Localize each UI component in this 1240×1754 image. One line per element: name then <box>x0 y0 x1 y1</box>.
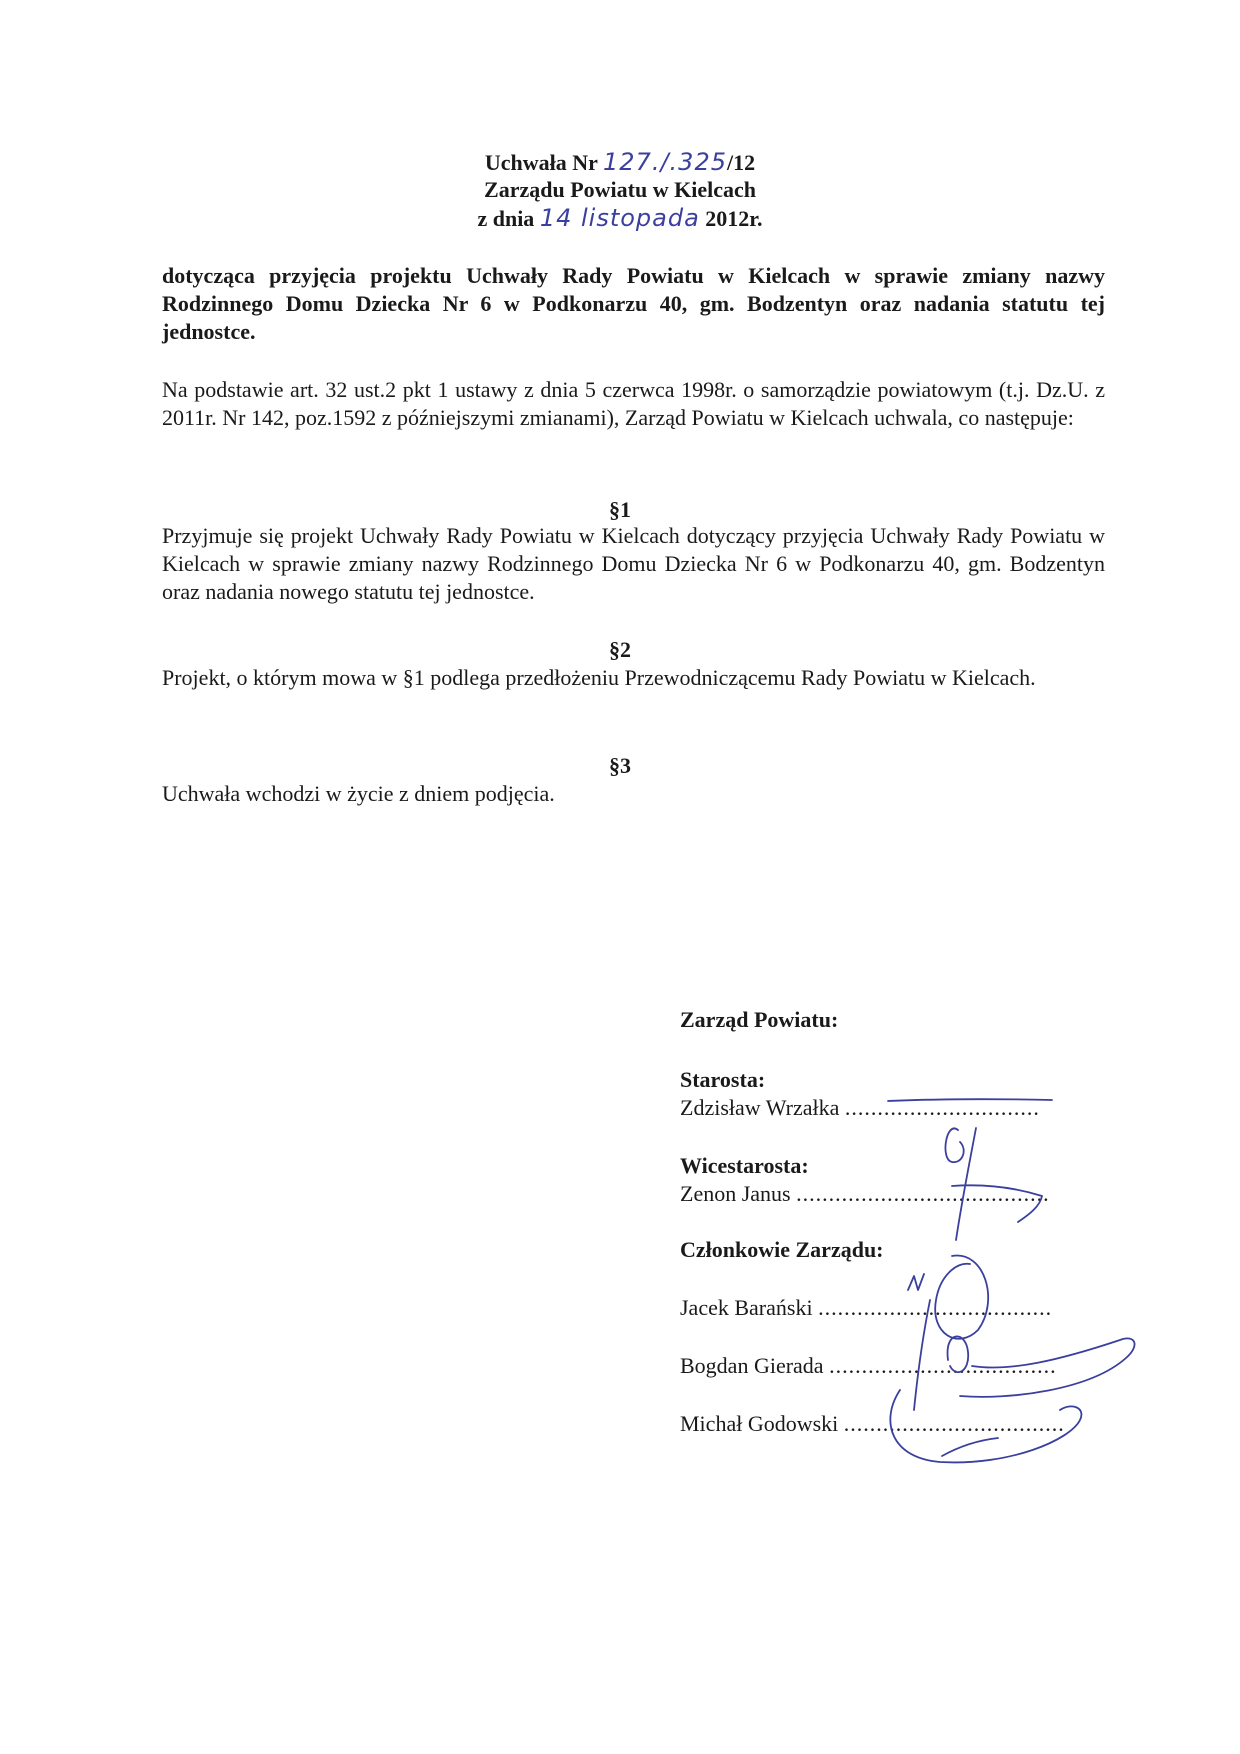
issuer-line: Zarządu Powiatu w Kielcach <box>484 177 756 202</box>
legal-basis: Na podstawie art. 32 ust.2 pkt 1 ustawy z dnia 5 czerwca 1998r. o samorządzie powiatowym (t.j. Dz.U. z 2011r. Nr 142, poz.1592 z późniejszymi zmianami), Zarząd Powiatu w Kielcach uchwala, co następuje: <box>162 377 1105 430</box>
board-title: Zarząd Powiatu: <box>680 1007 839 1032</box>
wicestarosta-label: Wicestarosta: <box>680 1153 809 1178</box>
member-line-3 <box>680 1410 1065 1438</box>
member-line-2 <box>680 1352 1057 1380</box>
section-1-mark: §1 <box>609 497 631 522</box>
section-2-text: Projekt, o którym mowa w §1 podlega przedłożeniu Przewodniczącemu Rady Powiatu w Kielcach. <box>162 665 1036 690</box>
member-name-3: Michał Godowski <box>680 1411 839 1436</box>
starosta-dots: .............................. <box>844 1095 1040 1120</box>
starosta-signature-line <box>680 1094 1040 1122</box>
resolution-number-line <box>0 148 1240 177</box>
section-1-text: Przyjmuje się projekt Uchwały Rady Powiatu w Kielcach dotyczący przyjęcia Uchwały Rady Powiatu w Kielcach w sprawie zmiany nazwy Rodzinnego Domu Dziecka Nr 6 w Podkonarzu 40, gm. Bodzentyn oraz nadania nowego statutu tej jednostce. <box>162 523 1105 604</box>
starosta-name: Zdzisław Wrzałka <box>680 1095 840 1120</box>
member-dots-3: .................................. <box>843 1411 1065 1436</box>
member-name-2: Bogdan Gierada <box>680 1353 824 1378</box>
member-name-1: Jacek Barański <box>680 1295 813 1320</box>
resolution-number-suffix: /12 <box>727 150 756 175</box>
date-line <box>0 204 1240 233</box>
section-2-mark: §2 <box>609 637 631 662</box>
wicestarosta-name: Zenon Janus <box>680 1181 791 1206</box>
resolution-number-prefix: Uchwała Nr <box>484 150 598 175</box>
member-dots-1: .................................... <box>818 1295 1053 1320</box>
member-line-1 <box>680 1294 1052 1322</box>
member-dots-2: ................................... <box>829 1353 1057 1378</box>
handwritten-number: 127./.325 <box>603 148 727 176</box>
wicestarosta-signature-line <box>680 1180 1050 1208</box>
wicestarosta-dots: ....................................... <box>796 1181 1050 1206</box>
date-year: 2012r. <box>705 206 763 231</box>
handwritten-date: 14 listopada <box>539 204 700 232</box>
members-label: Członkowie Zarządu: <box>680 1237 884 1262</box>
resolution-subject: dotycząca przyjęcia projektu Uchwały Rady Powiatu w Kielcach w sprawie zmiany nazwy Rodzinnego Domu Dziecka Nr 6 w Podkonarzu 40, gm. Bodzentyn oraz nadania statutu tej jednostce. <box>162 263 1105 344</box>
starosta-label: Starosta: <box>680 1067 766 1092</box>
date-prefix: z dnia <box>477 206 535 231</box>
section-3-mark: §3 <box>609 753 631 778</box>
member-signature-1-stroke <box>908 1256 988 1410</box>
section-3-text: Uchwała wchodzi w życie z dniem podjęcia. <box>162 781 555 806</box>
